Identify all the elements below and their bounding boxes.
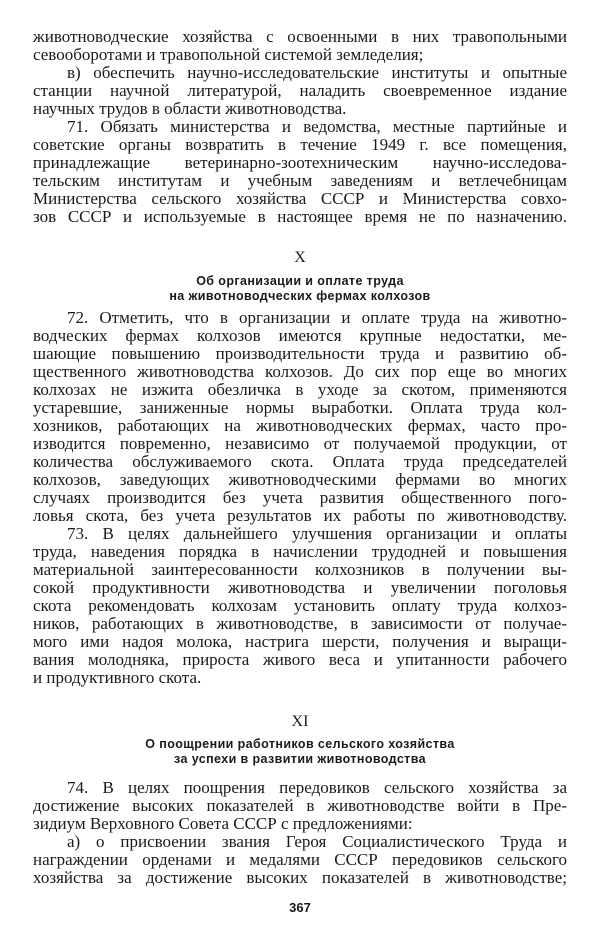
text-line: советские органы возвратить в течение 1949 г. все помещения,: [33, 135, 567, 154]
text-line: зидиум Верховного Совета СССР с предложениями:: [33, 814, 413, 833]
text-line: достижение высоких показателей в животноводстве войти в Пре-: [33, 796, 567, 815]
text-line: устаревшие, заниженные нормы выработки. Оплата труда кол-: [33, 398, 567, 417]
text-line: сокой продуктивности животноводства и увеличении поголовья: [33, 578, 567, 597]
text-line: 73. В целях дальнейшего улучшения организации и оплаты: [67, 524, 567, 543]
section-number-xi: XI: [291, 713, 309, 730]
text-line: вания молодняка, прироста живого веса и упитанности рабочего: [33, 650, 567, 669]
section-title-x: [0, 274, 600, 303]
text-line: а) о присвоении звания Героя Социалистического Труда и: [67, 832, 567, 851]
section-title-xi: [0, 737, 600, 766]
section-number-x: X: [294, 249, 306, 266]
text-line: 71. Обязать министерства и ведомства, местные партийные и: [67, 117, 567, 136]
text-line: Министерства сельского хозяйства СССР и Министерства совхо-: [33, 189, 567, 208]
text-line: изводится повременно, независимо от получаемой продукции, от: [33, 434, 567, 453]
paragraph-74: [33, 779, 567, 889]
paragraphs-70-71: [33, 28, 567, 226]
text-line: станции научной литературой, наладить своевременное издание: [33, 81, 567, 100]
paragraphs-72-73: [33, 309, 567, 687]
section-title-line: за успехи в развитии животноводства: [174, 751, 426, 766]
section-title-line: на животноводческих фермах колхозов: [169, 288, 431, 303]
text-line: материальной заинтересованности колхозников в получении вы-: [33, 560, 567, 579]
text-line: награждении орденами и медалями СССР передовиков сельского: [33, 850, 567, 869]
text-line: хозяйства за достижение высоких показателей в животноводстве;: [33, 868, 567, 887]
text-line: шающие повышению производительности труда и развитию об-: [33, 344, 567, 363]
text-line: принадлежащие ветеринарно-зоотехническим научно-исследова-: [33, 153, 567, 172]
text-line: труда, наведения порядка в начислении трудодней и повышения: [33, 542, 567, 561]
text-line: 74. В целях поощрения передовиков сельского хозяйства за: [67, 778, 567, 797]
text-line: ников, работающих в животноводстве, в зависимости от получае-: [33, 614, 567, 633]
text-line: и продуктивного скота.: [33, 668, 202, 687]
text-line: скота рекомендовать колхозам установить оплату труда колхоз-: [33, 596, 567, 615]
text-line: ловья скота, без учета результатов их работы по животноводству.: [33, 506, 567, 525]
text-line: колхозов, заведующих животноводческими фермами во многих: [33, 470, 567, 489]
text-line: случаях производится без учета развития общественного пого-: [33, 488, 567, 507]
text-line: мого ими надоя молока, настрига шерсти, получения и выращи-: [33, 632, 567, 651]
text-line: 72. Отметить, что в организации и оплате труда на животно-: [67, 308, 567, 327]
text-line: водческих фермах колхозов имеются крупные недостатки, ме-: [33, 326, 567, 345]
text-line: научных трудов в области животноводства.: [33, 99, 347, 118]
text-line: зов СССР и используемые в настоящее время не по назначению.: [33, 207, 567, 226]
text-line: тельским институтам и учебным заведениям и ветлечебницам: [33, 171, 567, 190]
text-line: в) обеспечить научно-исследовательские институты и опытные: [67, 63, 567, 82]
section-title-line: Об организации и оплате труда: [196, 274, 404, 288]
page-number: 367: [289, 900, 311, 915]
text-line: животноводческие хозяйства с освоенными в них травопольными: [33, 27, 567, 46]
text-line: щественного животноводства колхозов. До сих пор еще во многих: [33, 362, 567, 381]
text-line: колхозах не изжита обезличка в уходе за скотом, применяются: [33, 380, 567, 399]
text-line: севооборотами и травопольной системой земледелия;: [33, 45, 424, 64]
text-line: хозников, работающих на животноводческих фермах, часто про-: [33, 416, 567, 435]
section-title-line: О поощрении работников сельского хозяйства: [145, 737, 455, 751]
text-line: количества обслуживаемого скота. Оплата труда председателей: [33, 452, 567, 471]
